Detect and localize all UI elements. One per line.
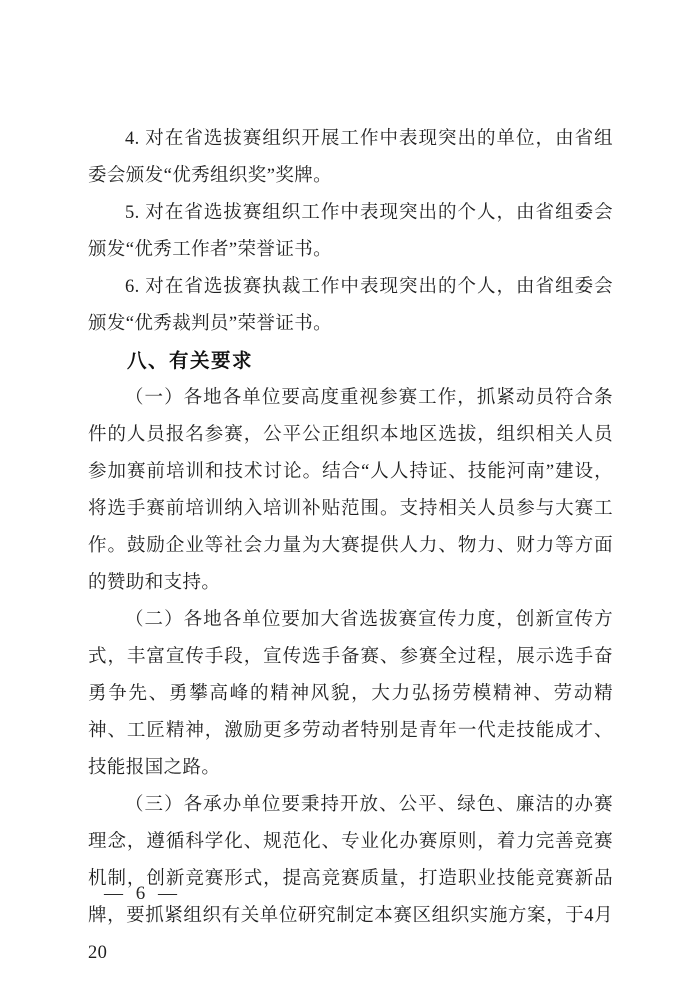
section-heading-requirements: 八、有关要求	[127, 350, 254, 372]
numbered-item-6: 6. 对在省选拔赛执裁工作中表现突出的个人，由省组委会颁发“优秀裁判员”荣誉证书。	[88, 277, 613, 334]
paragraph-requirement-3: （三）各承办单位要秉持开放、公平、绿色、廉洁的办赛理念，遵循科学化、规范化、专业化办赛原则，着力完善竞赛机制，创新竞赛形式，提高竞赛质量，打造职业技能竞赛新品牌，要抓紧组织有关单位研究制定本赛区组织实施方案，于4月20	[88, 795, 613, 963]
paragraph-requirement-1: （一）各地各单位要高度重视参赛工作，抓紧动员符合条件的人员报名参赛，公平公正组织本地区选拔，组织相关人员参加赛前培训和技术讨论。结合“人人持证、技能河南”建设，将选手赛前培训纳入培训补贴范围。支持相关人员参与大赛工作。鼓励企业等社会力量为大赛提供人力、物力、财力等方面的赞助和支持。	[88, 388, 613, 593]
numbered-item-4: 4. 对在省选拔赛组织开展工作中表现突出的单位，由省组委会颁发“优秀组织奖”奖牌。	[88, 129, 613, 186]
numbered-item-5: 5. 对在省选拔赛组织工作中表现突出的个人，由省组委会颁发“优秀工作者”荣誉证书。	[88, 203, 613, 260]
page-number: — 6 —	[104, 883, 181, 904]
document-body	[88, 121, 613, 972]
paragraph-requirement-2: （二）各地各单位要加大省选拔赛宣传力度，创新宣传方式，丰富宣传手段，宣传选手备赛、参赛全过程，展示选手奋勇争先、勇攀高峰的精神风貌，大力弘扬劳模精神、劳动精神、工匠精神，激励更多劳动者特别是青年一代走技能成才、技能报国之路。	[88, 610, 613, 778]
